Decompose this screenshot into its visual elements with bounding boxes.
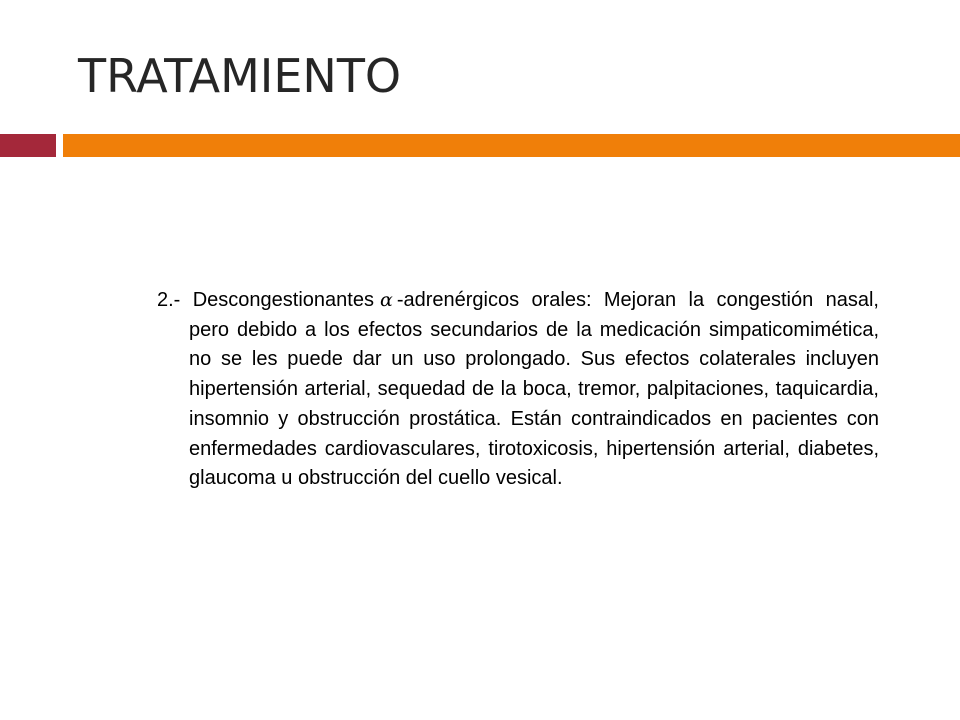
slide-title: TRATAMIENTO	[78, 49, 402, 103]
body-paragraph	[157, 286, 879, 494]
alpha-symbol: α	[379, 289, 393, 311]
title-rule-left-block	[0, 134, 56, 157]
paragraph-prefix: 2.- Descongestionantes	[157, 289, 374, 311]
title-rule-right-bar	[63, 134, 960, 157]
paragraph-text: -adrenérgicos orales: Mejoran la congestión nasal, pero debido a los efectos secundarios de la medicación simpaticomimética, no se les puede dar un uso prolongado. Sus efectos colaterales incluyen hipertensión arterial, sequedad de la boca, tremor, palpitaciones, taquicardia, insomnio y obstrucción prostática. Están contraindicados en pacientes con enfermedades cardiovasculares, tirotoxicosis, hipertensión arterial, diabetes, glaucoma u obstrucción del cuello vesical.	[189, 289, 879, 490]
